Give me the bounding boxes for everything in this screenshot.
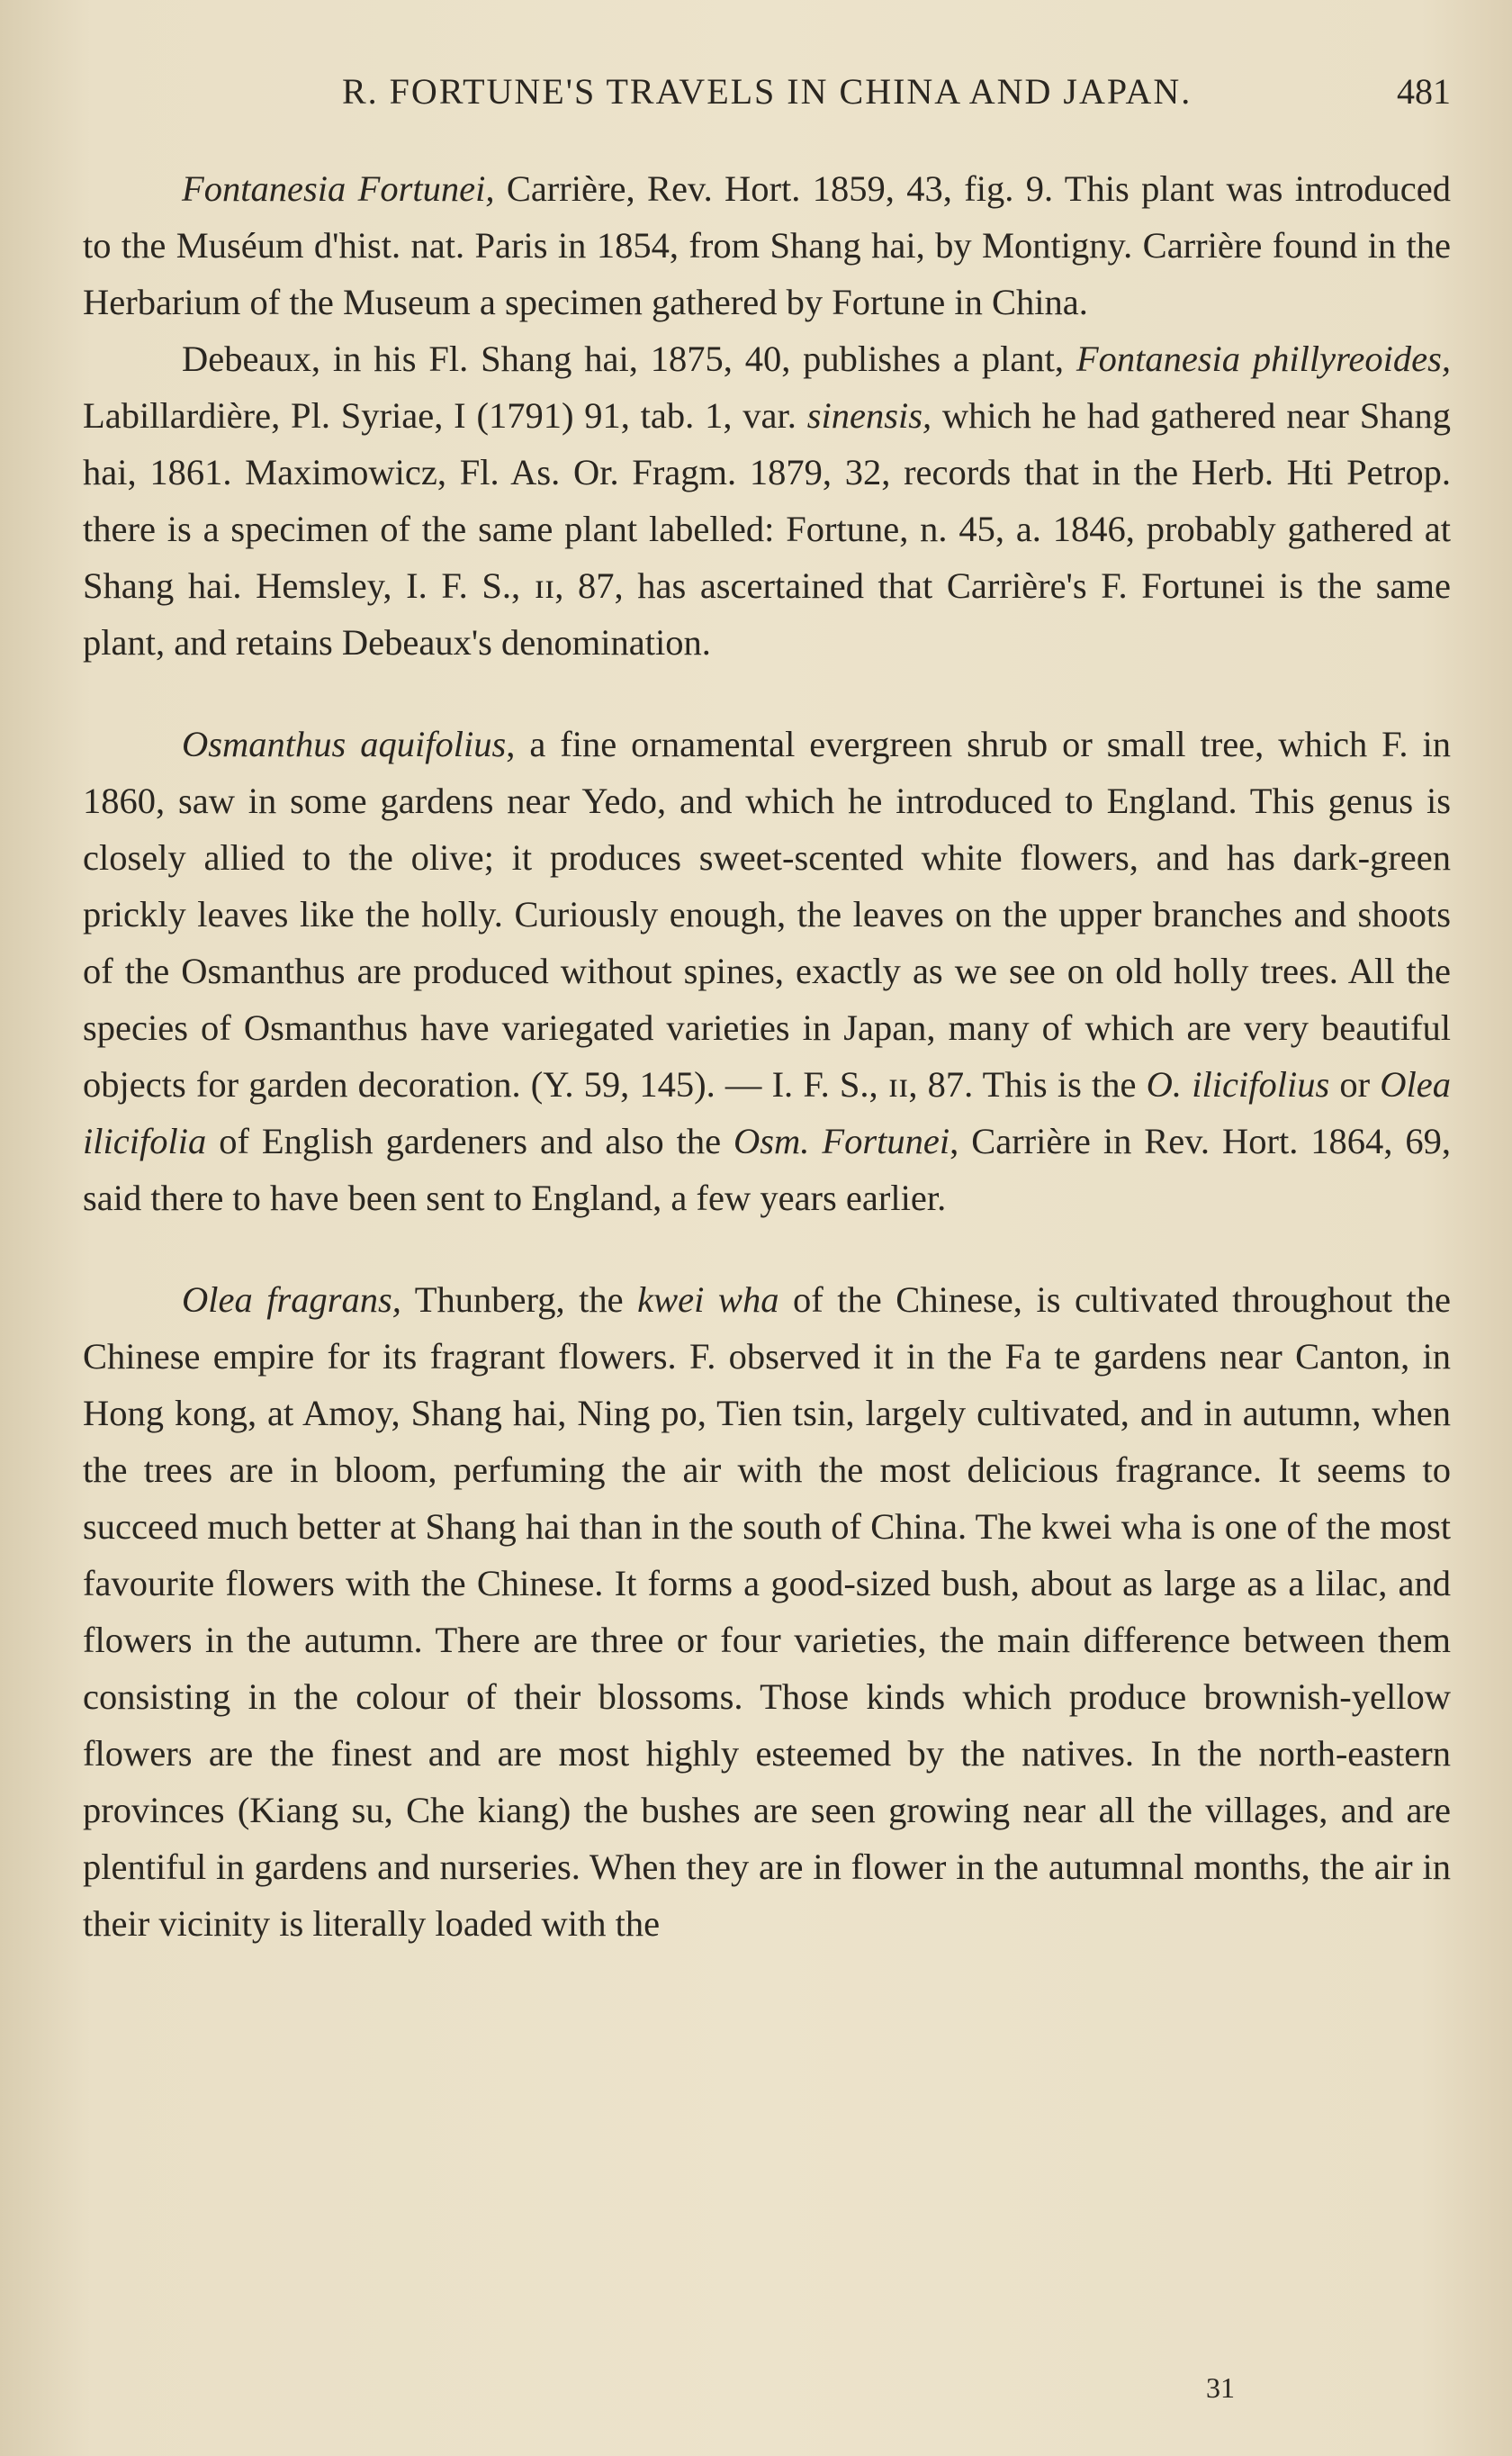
italic-term: Olea ilicifolia — [83, 1064, 1452, 1161]
italic-term: sinensis, — [806, 395, 932, 436]
running-title: R. FORTUNE'S TRAVELS IN CHINA AND JAPAN. — [342, 71, 1192, 112]
text-run: Debeaux, in his Fl. Shang hai, 1875, 40, publishes a plant, — [182, 339, 1076, 379]
paragraph-debeaux — [83, 330, 1451, 671]
italic-term: kwei wha — [637, 1279, 779, 1320]
page-number: 481 — [1397, 71, 1451, 112]
text-run: Labillardière, Pl. Syriae, I (1791) 91, tab. 1, var. — [83, 395, 807, 436]
text-run: of English gardeners and also the — [206, 1121, 734, 1161]
paragraph-fontanesia-fortunei — [83, 160, 1451, 330]
text-run: Thunberg, the — [400, 1279, 638, 1320]
text-run: which he had gathered near Shang hai, 1861. Maximowicz, Fl. As. Or. Fragm. 1879, 32, records that in the Herb. Hti Petrop. there is a specimen of the same plant labelled: Fortune, n. 45, a. 1846, probably gathered at Shang hai. Hemsley, I. F. S., ɪɪ, 87, has ascertained that Carrière's F. Fortunei is the same plant, and retains Debeaux's denomination. — [83, 395, 1451, 663]
italic-term: Osm. Fortunei — [734, 1121, 950, 1161]
italic-term: Osmanthus aquifolius — [182, 724, 507, 764]
italic-term: Fontanesia phillyreoides, — [1076, 339, 1451, 379]
text-run: or — [1329, 1064, 1381, 1105]
paragraph-olea-fragrans — [83, 1271, 1451, 1952]
page-body — [83, 160, 1451, 1952]
italic-term: Fontanesia Fortunei, — [182, 168, 495, 209]
italic-term: O. ilicifolius — [1146, 1064, 1330, 1105]
italic-term: Olea fragrans, — [182, 1279, 401, 1320]
text-run: , a fine ornamental evergreen shrub or small tree, which F. in 1860, saw in some gardens near Yedo, and which he introduced to England. This genus is closely allied to the olive; it produces sweet-scented white flowers, and has dark-green prickly leaves like the holly. Curiously enough, the leaves on the upper branches and shoots of the Osmanthus are produced without spines, exactly as we see on old holly trees. All the species of Osmanthus have variegated varieties in Japan, many of which are very beautiful objects for garden decoration. (Y. 59, 145). — I. F. S., ɪɪ, 87. This is the — [83, 724, 1452, 1105]
running-head — [81, 70, 1451, 130]
paragraph-osmanthus-aquifolius — [83, 716, 1451, 1226]
text-run: of the Chinese, is cultivated throughout the Chinese empire for its fragrant flowers. F. observed it in the Fa te gardens near Canton, in Hong kong, at Amoy, Shang hai, Ning po, Tien tsin, largely cultivated, and in autumn, when the trees are in bloom, perfuming the air with the most delicious fragrance. It seems to succeed much better at Shang hai than in the south of China. The kwei wha is one of the most favourite flowers with the Chinese. It forms a good-sized bush, about as large as a lilac, and flowers in the autumn. There are three or four varieties, the main difference between them consisting in the colour of their blossoms. Those kinds which produce brownish-yellow flowers are the finest and are most highly esteemed by the natives. In the north-eastern provinces (Kiang su, Che kiang) the bushes are seen growing near all the villages, and are plentiful in gardens and nurseries. When they are in flower in the autumnal months, the air in their vicinity is literally loaded with the — [83, 1279, 1451, 1944]
text-run: Carrière, Rev. Hort. 1859, 43, fig. 9. This plant was introduced to the Muséum d'hist. nat. Paris in 1854, from Shang hai, by Montigny. Carrière found in the Herbarium of the Museum a specimen gathered by Fortune in China. — [83, 168, 1451, 322]
signature-mark: 31 — [1206, 2371, 1235, 2404]
text-run: , Carrière in Rev. Hort. 1864, 69, said there to have been sent to England, a few years earlier. — [83, 1121, 1451, 1218]
